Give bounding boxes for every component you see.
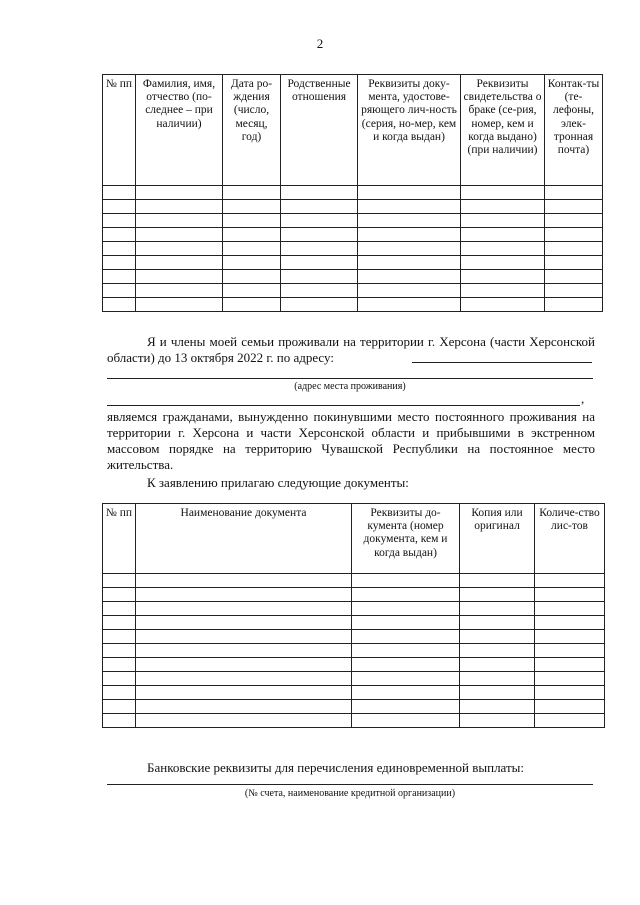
family-table-cell[interactable] xyxy=(461,186,545,200)
status-paragraph: являемся гражданами, вынужденно покинувшими место постоянного проживания на территории г. Херсона и части Херсонской области и прибывшими в экстренном массовом порядке на территорию Чувашской Республики на постоянное место жительства. xyxy=(107,409,595,472)
docs-table-cell[interactable] xyxy=(535,630,605,644)
docs-table-cell[interactable] xyxy=(460,616,535,630)
docs-header-copy-or-original: Копия или оригинал xyxy=(460,504,535,574)
docs-table-cell[interactable] xyxy=(103,630,136,644)
docs-table-cell[interactable] xyxy=(136,686,352,700)
family-table-cell[interactable] xyxy=(136,270,223,284)
attached-documents-table xyxy=(102,503,605,728)
family-table-cell[interactable] xyxy=(281,200,358,214)
family-table-cell[interactable] xyxy=(545,186,603,200)
docs-table-cell[interactable] xyxy=(136,700,352,714)
family-table-cell[interactable] xyxy=(223,270,281,284)
family-table-cell[interactable] xyxy=(103,200,136,214)
bank-details-caption: (№ счета, наименование кредитной организации) xyxy=(244,788,456,799)
family-table-row xyxy=(103,228,603,242)
family-header-contacts: Контак-ты (те-лефоны, элек-тронная почта) xyxy=(545,75,603,186)
docs-table-cell[interactable] xyxy=(460,686,535,700)
docs-table-row xyxy=(103,714,605,728)
family-table-cell[interactable] xyxy=(103,186,136,200)
docs-table-row xyxy=(103,700,605,714)
family-table-cell[interactable] xyxy=(545,256,603,270)
family-table-cell[interactable] xyxy=(281,284,358,298)
family-table-cell[interactable] xyxy=(545,284,603,298)
docs-table-cell[interactable] xyxy=(535,714,605,728)
docs-table-cell[interactable] xyxy=(460,658,535,672)
family-table-cell[interactable] xyxy=(358,228,461,242)
page-number: 2 xyxy=(316,36,324,51)
family-table-cell[interactable] xyxy=(358,284,461,298)
docs-table-cell[interactable] xyxy=(352,588,460,602)
family-header-full-name: Фамилия, имя, отчество (по-следнее – при наличии) xyxy=(136,75,223,186)
docs-table-cell[interactable] xyxy=(352,714,460,728)
family-table-cell[interactable] xyxy=(103,270,136,284)
residence-paragraph: Я и члены моей семьи проживали на территории г. Херсона (части Херсонской области) до 13 октября 2022 г. по адресу: xyxy=(107,334,595,365)
docs-table-cell[interactable] xyxy=(460,644,535,658)
docs-table-cell[interactable] xyxy=(460,574,535,588)
docs-table-cell[interactable] xyxy=(136,588,352,602)
family-table-cell[interactable] xyxy=(103,284,136,298)
family-table-cell[interactable] xyxy=(281,242,358,256)
family-table-cell[interactable] xyxy=(223,214,281,228)
docs-table-cell[interactable] xyxy=(460,588,535,602)
docs-table-cell[interactable] xyxy=(136,644,352,658)
docs-table-cell[interactable] xyxy=(136,616,352,630)
family-members-table xyxy=(102,74,603,312)
docs-table-row xyxy=(103,602,605,616)
family-table-cell[interactable] xyxy=(136,284,223,298)
family-table-cell[interactable] xyxy=(358,214,461,228)
docs-table-cell[interactable] xyxy=(460,672,535,686)
family-table-cell[interactable] xyxy=(545,200,603,214)
family-header-birth-date: Дата ро-ждения (число, месяц, год) xyxy=(223,75,281,186)
docs-table-row xyxy=(103,588,605,602)
docs-table-cell[interactable] xyxy=(352,574,460,588)
family-table-cell[interactable] xyxy=(103,214,136,228)
docs-table-cell[interactable] xyxy=(352,658,460,672)
bank-details-paragraph: Банковские реквизиты для перечисления единовременной выплаты: xyxy=(147,760,525,775)
family-table-cell[interactable] xyxy=(461,270,545,284)
family-header-relation: Родственные отношения xyxy=(281,75,358,186)
family-table-cell[interactable] xyxy=(358,200,461,214)
docs-table-cell[interactable] xyxy=(460,602,535,616)
family-table-cell[interactable] xyxy=(358,270,461,284)
docs-header-document-details: Реквизиты до-кумента (номер документа, кем и когда выдан) xyxy=(352,504,460,574)
family-table-cell[interactable] xyxy=(223,284,281,298)
docs-table-row xyxy=(103,686,605,700)
family-table-row xyxy=(103,256,603,270)
address-input-line-2[interactable] xyxy=(107,366,593,379)
docs-table-cell[interactable] xyxy=(103,588,136,602)
docs-table-cell[interactable] xyxy=(535,700,605,714)
docs-table-row xyxy=(103,616,605,630)
family-table-row xyxy=(103,186,603,200)
docs-header-sheet-count: Количе-ство лис-тов xyxy=(535,504,605,574)
docs-table-cell[interactable] xyxy=(136,574,352,588)
docs-table-cell[interactable] xyxy=(352,602,460,616)
family-table-cell[interactable] xyxy=(136,242,223,256)
family-table-cell[interactable] xyxy=(461,242,545,256)
family-table-cell[interactable] xyxy=(281,214,358,228)
docs-table-cell[interactable] xyxy=(136,630,352,644)
family-table-cell[interactable] xyxy=(281,186,358,200)
family-table-cell[interactable] xyxy=(461,298,545,312)
docs-table-cell[interactable] xyxy=(460,700,535,714)
family-table-row xyxy=(103,214,603,228)
family-table-cell[interactable] xyxy=(136,186,223,200)
family-table-cell[interactable] xyxy=(358,186,461,200)
docs-table-cell[interactable] xyxy=(352,686,460,700)
family-table-cell[interactable] xyxy=(358,298,461,312)
docs-table-cell[interactable] xyxy=(352,630,460,644)
docs-table-cell[interactable] xyxy=(136,672,352,686)
address-input-line-3[interactable] xyxy=(107,393,580,406)
docs-table-cell[interactable] xyxy=(103,714,136,728)
docs-table-cell[interactable] xyxy=(460,714,535,728)
docs-table-cell[interactable] xyxy=(103,616,136,630)
family-table-cell[interactable] xyxy=(136,214,223,228)
docs-table-cell[interactable] xyxy=(136,658,352,672)
docs-table-cell[interactable] xyxy=(136,714,352,728)
docs-table-cell[interactable] xyxy=(103,686,136,700)
docs-table-row xyxy=(103,644,605,658)
family-table-row xyxy=(103,270,603,284)
family-table-cell[interactable] xyxy=(103,228,136,242)
family-table-cell[interactable] xyxy=(461,284,545,298)
docs-table-cell[interactable] xyxy=(103,574,136,588)
docs-table-row xyxy=(103,630,605,644)
docs-table-cell[interactable] xyxy=(103,700,136,714)
docs-table-cell[interactable] xyxy=(460,630,535,644)
family-table-cell[interactable] xyxy=(223,228,281,242)
docs-header-number: № пп xyxy=(103,504,136,574)
family-header-identity-doc: Реквизиты доку-мента, удостове-ряющего лич-ность (серия, но-мер, кем и когда выдан) xyxy=(358,75,461,186)
docs-table-cell[interactable] xyxy=(535,602,605,616)
address-input-line-1[interactable] xyxy=(412,350,592,363)
family-header-number: № пп xyxy=(103,75,136,186)
family-table-cell[interactable] xyxy=(358,256,461,270)
family-table-cell[interactable] xyxy=(545,270,603,284)
docs-table-cell[interactable] xyxy=(103,658,136,672)
docs-table-cell[interactable] xyxy=(352,644,460,658)
family-table-cell[interactable] xyxy=(103,242,136,256)
family-table-row xyxy=(103,200,603,214)
docs-table-cell[interactable] xyxy=(535,588,605,602)
family-table-cell[interactable] xyxy=(136,256,223,270)
docs-header-document-name: Наименование документа xyxy=(136,504,352,574)
family-table-cell[interactable] xyxy=(545,298,603,312)
docs-table-cell[interactable] xyxy=(103,602,136,616)
docs-table-cell[interactable] xyxy=(535,686,605,700)
family-table-cell[interactable] xyxy=(136,200,223,214)
address-caption: (адрес места проживания) xyxy=(294,381,406,392)
address-line-end-comma: , xyxy=(581,391,585,406)
family-table-cell[interactable] xyxy=(461,256,545,270)
family-table-cell[interactable] xyxy=(103,256,136,270)
family-table-cell[interactable] xyxy=(545,242,603,256)
docs-table-cell[interactable] xyxy=(535,672,605,686)
family-table-cell[interactable] xyxy=(545,214,603,228)
docs-table-cell[interactable] xyxy=(535,658,605,672)
bank-details-input-line[interactable] xyxy=(107,772,593,785)
family-table-cell[interactable] xyxy=(103,298,136,312)
docs-table-row xyxy=(103,658,605,672)
family-table-cell[interactable] xyxy=(223,186,281,200)
family-table-cell[interactable] xyxy=(223,242,281,256)
family-table-cell[interactable] xyxy=(281,298,358,312)
docs-table-cell[interactable] xyxy=(103,672,136,686)
attach-documents-paragraph: К заявлению прилагаю следующие документы: xyxy=(147,475,409,490)
docs-table-cell[interactable] xyxy=(535,644,605,658)
family-table-cell[interactable] xyxy=(136,228,223,242)
family-table-row xyxy=(103,242,603,256)
family-table-cell[interactable] xyxy=(281,228,358,242)
docs-table-cell[interactable] xyxy=(136,602,352,616)
family-table-cell[interactable] xyxy=(281,256,358,270)
family-table-cell[interactable] xyxy=(358,242,461,256)
family-table-cell[interactable] xyxy=(461,200,545,214)
docs-table-row xyxy=(103,672,605,686)
family-table-cell[interactable] xyxy=(461,228,545,242)
docs-table-cell[interactable] xyxy=(535,574,605,588)
family-table-cell[interactable] xyxy=(461,214,545,228)
family-table-cell[interactable] xyxy=(223,298,281,312)
family-header-marriage-cert: Реквизиты свидетельства о браке (се-рия, номер, кем и когда выдано) (при наличии) xyxy=(461,75,545,186)
docs-table-row xyxy=(103,574,605,588)
docs-table-cell[interactable] xyxy=(535,616,605,630)
family-table-cell[interactable] xyxy=(223,200,281,214)
docs-table-cell[interactable] xyxy=(103,644,136,658)
family-table-cell[interactable] xyxy=(545,228,603,242)
docs-table-cell[interactable] xyxy=(352,616,460,630)
family-table-cell[interactable] xyxy=(223,256,281,270)
docs-table-cell[interactable] xyxy=(352,700,460,714)
family-table-row xyxy=(103,298,603,312)
family-table-cell[interactable] xyxy=(281,270,358,284)
family-table-cell[interactable] xyxy=(136,298,223,312)
docs-table-cell[interactable] xyxy=(352,672,460,686)
family-table-row xyxy=(103,284,603,298)
